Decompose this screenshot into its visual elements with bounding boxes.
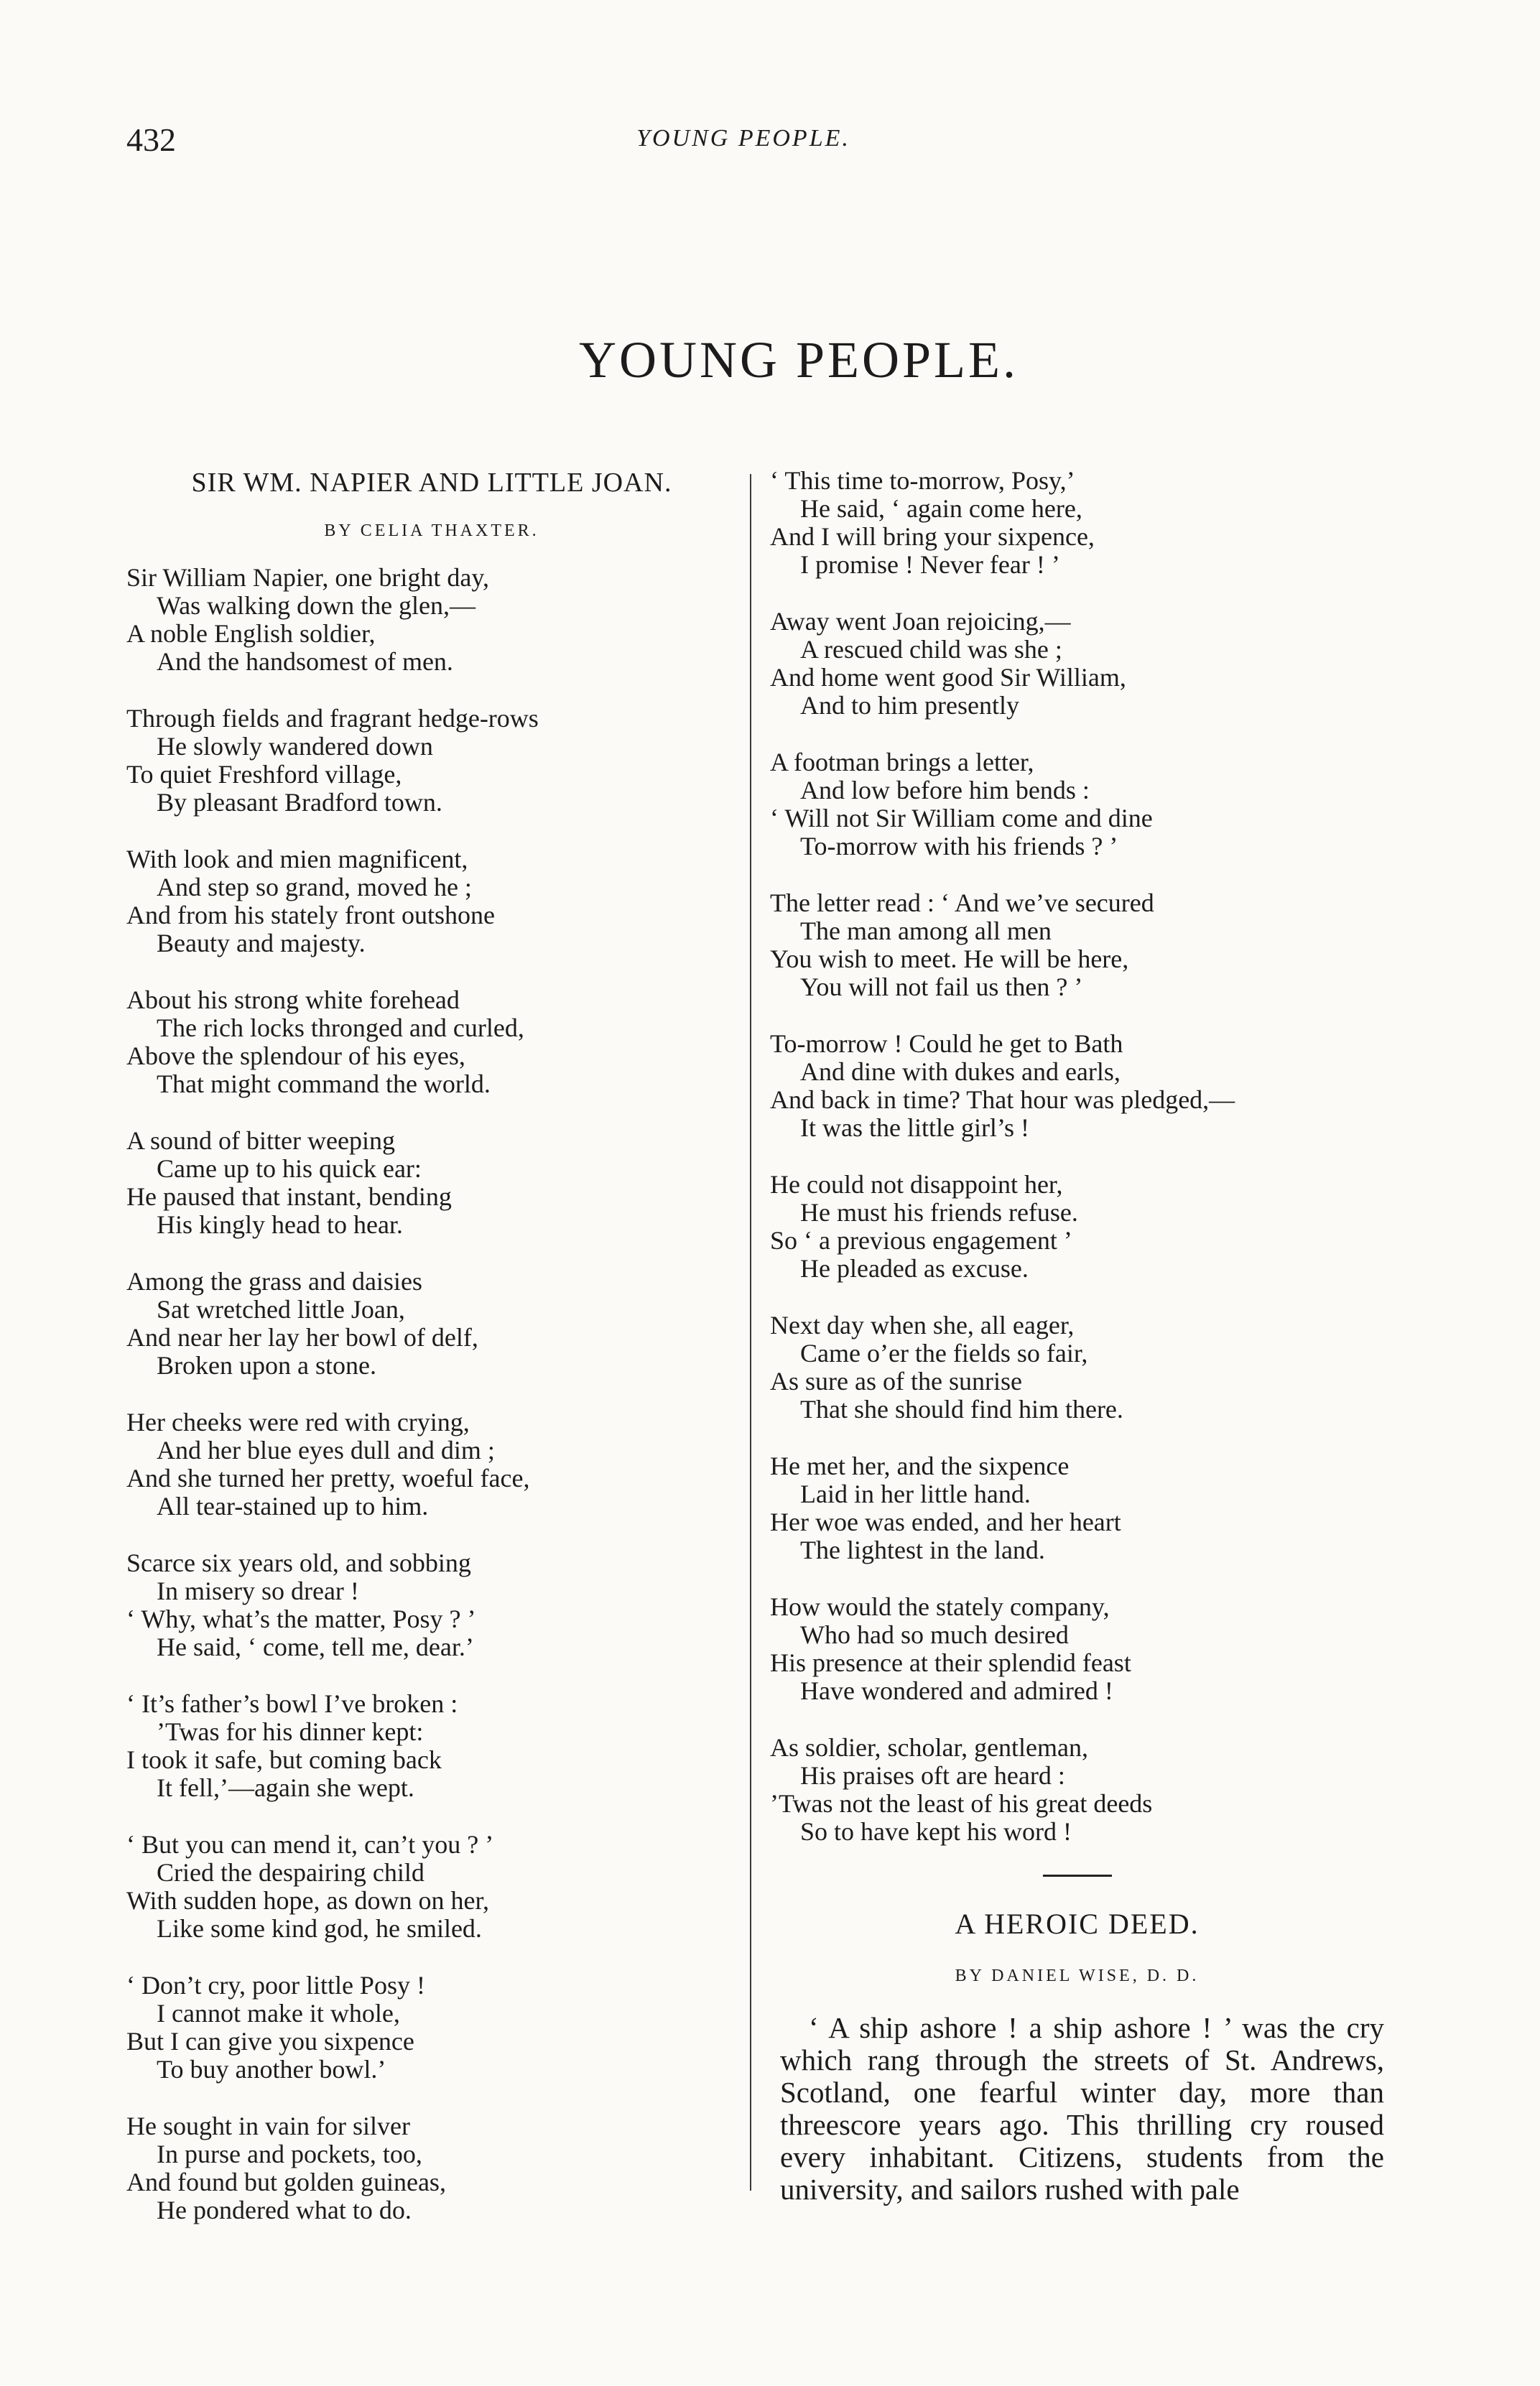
poem-line: He said, ‘ again come here, bbox=[800, 494, 1082, 523]
poem-line: He slowly wandered down bbox=[157, 732, 433, 761]
poem-line: By pleasant Bradford town. bbox=[157, 788, 442, 817]
poem-line: I promise ! Never fear ! ’ bbox=[800, 550, 1060, 579]
poem-line: I cannot make it whole, bbox=[157, 1999, 400, 2028]
poem-stanza bbox=[770, 1734, 1384, 1846]
poem-stanza bbox=[770, 1593, 1384, 1705]
poem-line: And home went good Sir William, bbox=[770, 663, 1126, 692]
poem-stanza bbox=[126, 986, 737, 1098]
poem-line: It was the little girl’s ! bbox=[800, 1113, 1029, 1142]
poem-line: He pleaded as excuse. bbox=[800, 1254, 1029, 1283]
poem-line: To-morrow ! Could he get to Bath bbox=[770, 1029, 1123, 1058]
poem-line: With look and mien magnificent, bbox=[126, 845, 468, 873]
poem-line: The lightest in the land. bbox=[800, 1536, 1045, 1564]
poem-line: And dine with dukes and earls, bbox=[800, 1057, 1121, 1086]
poem-line: In misery so drear ! bbox=[157, 1577, 359, 1605]
poem-line: Beauty and majesty. bbox=[157, 929, 366, 957]
poem-line: ‘ It’s father’s bowl I’ve broken : bbox=[126, 1689, 458, 1718]
poem-line: I took it safe, but coming back bbox=[126, 1745, 442, 1774]
poem-line: To-morrow with his friends ? ’ bbox=[800, 832, 1118, 860]
poem-stanza bbox=[126, 564, 737, 676]
poem-byline: BY CELIA THAXTER. bbox=[324, 521, 539, 540]
poem-line: Through fields and fragrant hedge-rows bbox=[126, 704, 539, 733]
poem-line: ‘ This time to-morrow, Posy,’ bbox=[770, 466, 1075, 495]
poem-stanza bbox=[770, 1030, 1384, 1142]
poem-line: A footman brings a letter, bbox=[770, 748, 1034, 776]
poem-line: Sat wretched little Joan, bbox=[157, 1295, 405, 1324]
poem-line: The rich locks thronged and curled, bbox=[157, 1013, 524, 1042]
poem-line: But I can give you sixpence bbox=[126, 2027, 414, 2056]
poem-line: ’Twas not the least of his great deeds bbox=[770, 1789, 1153, 1818]
poem-line: And low before him bends : bbox=[800, 776, 1090, 804]
poem-line: And I will bring your sixpence, bbox=[770, 522, 1095, 551]
poem-line: And found but golden guineas, bbox=[126, 2168, 446, 2196]
poem-line: Her cheeks were red with crying, bbox=[126, 1408, 470, 1436]
poem-line: All tear-stained up to him. bbox=[157, 1492, 429, 1521]
poem-line: As soldier, scholar, gentleman, bbox=[770, 1733, 1089, 1762]
poem-line: And step so grand, moved he ; bbox=[157, 873, 472, 901]
poem-line: With sudden hope, as down on her, bbox=[126, 1886, 490, 1915]
poem-line: And near her lay her bowl of delf, bbox=[126, 1323, 478, 1352]
poem-line: And the handsomest of men. bbox=[157, 647, 453, 676]
poem-stanza bbox=[126, 1831, 737, 1943]
article-title: A HEROIC DEED. bbox=[955, 1908, 1200, 1940]
poem-stanzas-right bbox=[770, 467, 1384, 1846]
poem-line: He met her, and the sixpence bbox=[770, 1452, 1070, 1480]
poem-line: That might command the world. bbox=[157, 1069, 491, 1098]
section-divider bbox=[1043, 1875, 1112, 1877]
poem-stanza bbox=[126, 1690, 737, 1802]
poem-line: About his strong white forehead bbox=[126, 985, 460, 1014]
poem-line: A noble English soldier, bbox=[126, 619, 376, 648]
poem-stanza bbox=[126, 1408, 737, 1521]
poem-line: Like some kind god, he smiled. bbox=[157, 1914, 482, 1943]
poem-line: He pondered what to do. bbox=[157, 2196, 412, 2224]
poem-title: SIR WM. NAPIER AND LITTLE JOAN. bbox=[191, 468, 672, 498]
poem-line: His kingly head to hear. bbox=[157, 1210, 403, 1239]
poem-stanza bbox=[770, 467, 1384, 579]
poem-line: ‘ But you can mend it, can’t you ? ’ bbox=[126, 1830, 494, 1859]
poem-line: ‘ Will not Sir William come and dine bbox=[770, 804, 1153, 832]
poem-line: How would the stately company, bbox=[770, 1592, 1110, 1621]
poem-stanza bbox=[770, 608, 1384, 720]
poem-stanza bbox=[126, 1549, 737, 1661]
poem-line: Was walking down the glen,— bbox=[157, 591, 476, 620]
poem-line: His praises oft are heard : bbox=[800, 1761, 1065, 1790]
poem-line: To buy another bowl.’ bbox=[157, 2055, 386, 2084]
poem-stanzas-left bbox=[126, 564, 737, 2224]
poem-line: Broken upon a stone. bbox=[157, 1351, 376, 1380]
poem-line: You wish to meet. He will be here, bbox=[770, 944, 1129, 973]
poem-line: As sure as of the sunrise bbox=[770, 1367, 1022, 1396]
poem-stanza bbox=[126, 845, 737, 957]
running-title: YOUNG PEOPLE. bbox=[636, 125, 850, 152]
poem-line: He could not disappoint her, bbox=[770, 1170, 1063, 1199]
poem-line: You will not fail us then ? ’ bbox=[800, 972, 1083, 1001]
poem-stanza bbox=[770, 748, 1384, 860]
poem-line: He sought in vain for silver bbox=[126, 2112, 410, 2140]
poem-line: And her blue eyes dull and dim ; bbox=[157, 1436, 495, 1464]
poem-line: ‘ Don’t cry, poor little Posy ! bbox=[126, 1971, 425, 2000]
poem-stanza bbox=[770, 1312, 1384, 1424]
poem-line: He said, ‘ come, tell me, dear.’ bbox=[157, 1633, 474, 1661]
poem-line: Sir William Napier, one bright day, bbox=[126, 563, 490, 592]
poem-line: Came up to his quick ear: bbox=[157, 1154, 422, 1183]
column-divider bbox=[750, 474, 751, 2191]
poem-line: A rescued child was she ; bbox=[800, 635, 1062, 664]
poem-line: A sound of bitter weeping bbox=[126, 1126, 395, 1155]
poem-line: That she should find him there. bbox=[800, 1395, 1123, 1424]
poem-line: Among the grass and daisies bbox=[126, 1267, 422, 1296]
article-byline: BY DANIEL WISE, D. D. bbox=[955, 1967, 1200, 1985]
poem-line: And she turned her pretty, woeful face, bbox=[126, 1464, 530, 1493]
running-head bbox=[126, 121, 1360, 164]
poem-line: In purse and pockets, too, bbox=[157, 2140, 422, 2168]
right-column bbox=[770, 467, 1384, 2206]
poem-line: And from his stately front outshone bbox=[126, 901, 495, 929]
poem-line: Who had so much desired bbox=[800, 1620, 1069, 1649]
poem-stanza bbox=[126, 1127, 737, 1239]
poem-line: His presence at their splendid feast bbox=[770, 1648, 1131, 1677]
page-number: 432 bbox=[126, 121, 176, 158]
poem-stanza bbox=[770, 1452, 1384, 1564]
poem-line: Next day when she, all eager, bbox=[770, 1311, 1075, 1340]
poem-line: Scarce six years old, and sobbing bbox=[126, 1549, 471, 1577]
poem-line: The letter read : ‘ And we’ve secured bbox=[770, 888, 1154, 917]
poem-line: Laid in her little hand. bbox=[800, 1480, 1031, 1508]
poem-line: And to him presently bbox=[800, 691, 1019, 720]
poem-line: To quiet Freshford village, bbox=[126, 760, 402, 789]
poem-line: Cried the despairing child bbox=[157, 1858, 425, 1887]
poem-line: The man among all men bbox=[800, 916, 1052, 945]
poem-line: Above the splendour of his eyes, bbox=[126, 1041, 465, 1070]
poem-line: Have wondered and admired ! bbox=[800, 1676, 1113, 1705]
poem-line: Came o’er the fields so fair, bbox=[800, 1339, 1088, 1368]
poem-line: So ‘ a previous engagement ’ bbox=[770, 1226, 1072, 1255]
poem-line: Her woe was ended, and her heart bbox=[770, 1508, 1121, 1536]
poem-stanza bbox=[126, 2112, 737, 2224]
poem-stanza bbox=[770, 1171, 1384, 1283]
article-text: ‘ A ship ashore ! a ship ashore ! ’ was the cry which rang through the streets of St. Andrews, Scotland, one fearful winter day, more than threescore years ago. This thrilling cry roused every inhabitant. Citizens, students from the university, and sailors rushed with pale bbox=[780, 2011, 1384, 2206]
poem-line: He paused that instant, bending bbox=[126, 1182, 452, 1211]
poem-line: Away went Joan rejoicing,— bbox=[770, 607, 1071, 636]
poem-line: ’Twas for his dinner kept: bbox=[157, 1717, 424, 1746]
poem-line: He must his friends refuse. bbox=[800, 1198, 1078, 1227]
poem-line: So to have kept his word ! bbox=[800, 1817, 1072, 1846]
poem-stanza bbox=[126, 705, 737, 817]
poem-line: And back in time? That hour was pledged,— bbox=[770, 1085, 1235, 1114]
poem-stanza bbox=[126, 1972, 737, 2084]
poem-stanza bbox=[126, 1268, 737, 1380]
left-column bbox=[126, 467, 737, 2253]
poem-line: It fell,’—again she wept. bbox=[157, 1773, 414, 1802]
main-title: YOUNG PEOPLE. bbox=[578, 331, 1019, 389]
poem-line: ‘ Why, what’s the matter, Posy ? ’ bbox=[126, 1605, 476, 1633]
poem-stanza bbox=[770, 889, 1384, 1001]
